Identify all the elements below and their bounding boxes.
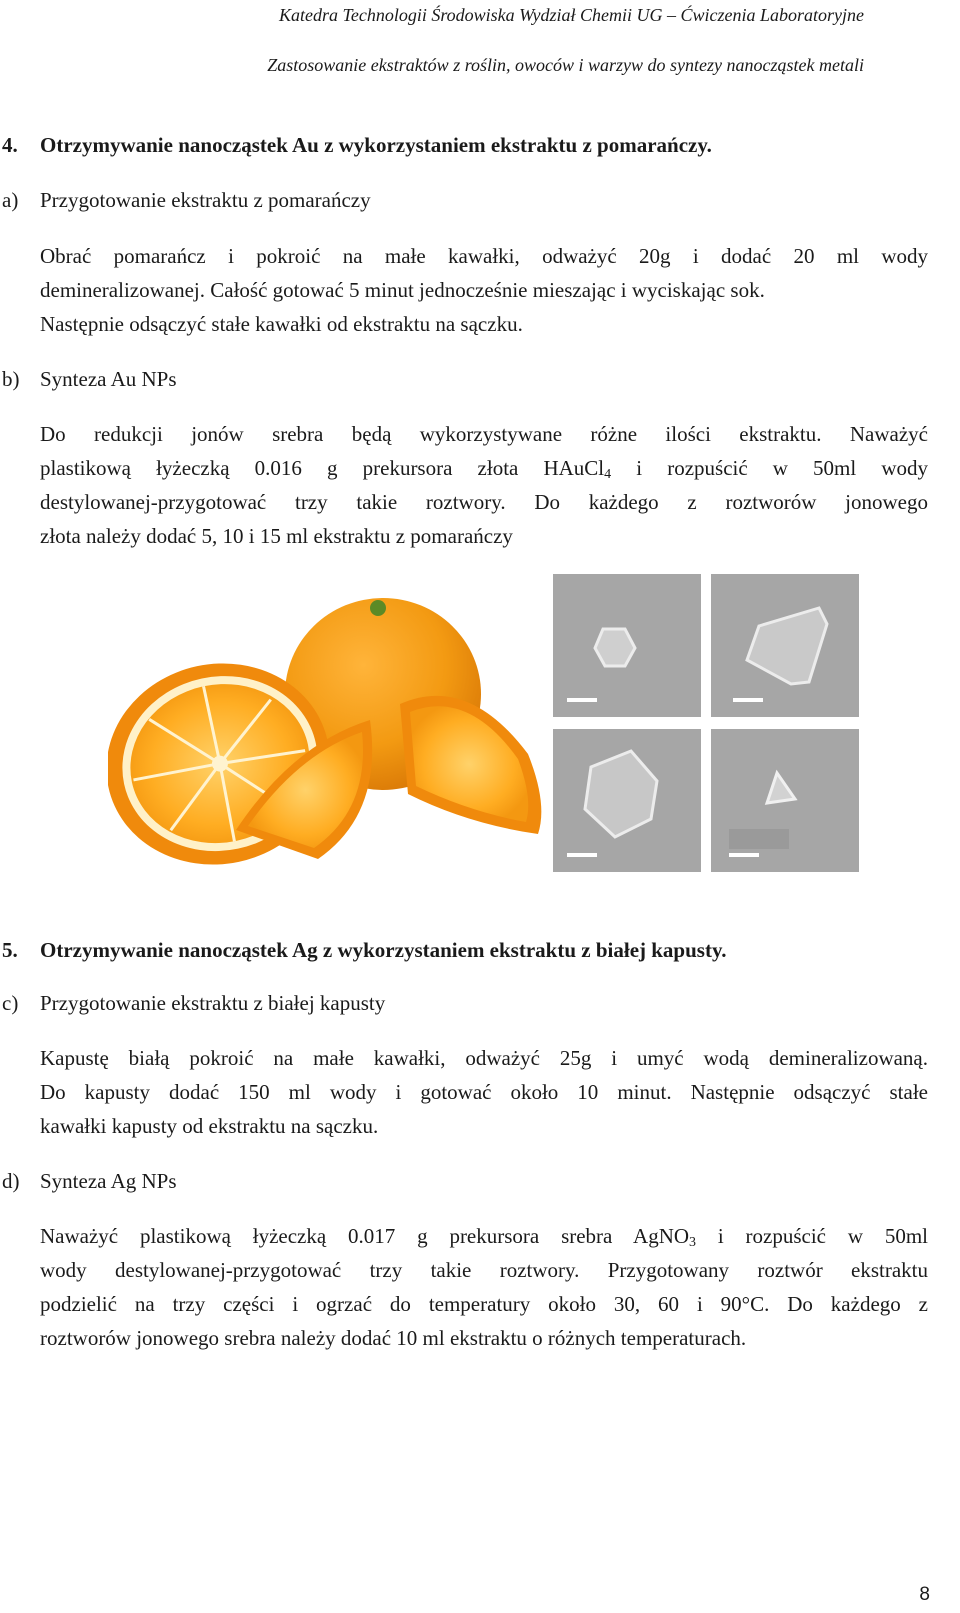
paragraph-b-line-3: destylowanej-przygotować trzy takie roztwory. Do każdego z roztworów jonowego	[40, 490, 928, 514]
paragraph-d-line-4: roztworów jonowego srebra należy dodać 10 ml ekstraktu o różnych temperaturach.	[40, 1326, 747, 1350]
subsection-a-title: Przygotowanie ekstraktu z pomarańczy	[40, 188, 371, 212]
paragraph-c-line-1: Kapustę białą pokroić na małe kawałki, odważyć 25g i umyć wodą demineralizowaną.	[40, 1046, 928, 1070]
section-5-title: Otrzymywanie nanocząstek Ag z wykorzystaniem ekstraktu z białej kapusty.	[40, 938, 727, 962]
paragraph-c-line-3: kawałki kapusty od ekstraktu na sączku.	[40, 1114, 379, 1138]
section-4-number: 4.	[2, 133, 18, 157]
subsection-c-label: c)	[2, 991, 19, 1015]
paragraph-a-line-1: Obrać pomarańcz i pokroić na małe kawałki, odważyć 20g i dodać 20 ml wody	[40, 244, 928, 268]
paragraph-d-line-3: podzielić na trzy części i ogrzać do temperatury około 30, 60 i 90°C. Do każdego z	[40, 1292, 928, 1316]
sem-panel-hexagon-large	[553, 729, 701, 872]
sem-nanoparticle-micrographs	[553, 574, 861, 872]
subsection-b-label: b)	[2, 367, 20, 391]
running-header-line-2: Zastosowanie ekstraktów z roślin, owoców i warzyw do syntezy nanocząstek metali	[267, 55, 864, 75]
subsection-d-title: Synteza Ag NPs	[40, 1169, 177, 1193]
formula-subscript-4: 4	[604, 467, 612, 482]
orange-wedge-2	[400, 696, 541, 834]
running-header-line-1: Katedra Technologii Środowiska Wydział Chemii UG – Ćwiczenia Laboratoryjne	[278, 5, 864, 25]
paragraph-b-line-2-text: plastikową łyżeczką 0.016 g prekursora złota HAuCl	[40, 456, 605, 480]
paragraph-d-line-1-text: Naważyć plastikową łyżeczką 0.017 g prekursora srebra AgNO	[40, 1224, 690, 1248]
sem-panel-triangle-small	[711, 729, 859, 872]
subsection-b-title: Synteza Au NPs	[40, 367, 177, 391]
paragraph-a-line-2: demineralizowanej. Całość gotować 5 minut jednocześnie mieszając i wyciskając sok.	[40, 278, 765, 302]
paragraph-a-line-3: Następnie odsączyć stałe kawałki od ekstraktu na sączku.	[40, 312, 523, 336]
sem-panel-triangle-large	[711, 574, 859, 717]
section-4-title: Otrzymywanie nanocząstek Au z wykorzystaniem ekstraktu z pomarańczy.	[40, 133, 712, 157]
subsection-a-label: a)	[2, 188, 19, 212]
orange-stem	[370, 600, 386, 616]
paragraph-b-line-1: Do redukcji jonów srebra będą wykorzystywane różne ilości ekstraktu. Naważyć	[40, 422, 928, 446]
sem-panel-hexagon-small	[553, 574, 701, 717]
paragraph-d-line-2: wody destylowanej-przygotować trzy takie roztwory. Przygotowany roztwór ekstraktu	[40, 1258, 928, 1282]
orange-fruit-photo	[108, 594, 554, 894]
section-5-number: 5.	[2, 938, 18, 962]
paragraph-b-line-2-rest: i rozpuścić w 50ml wody	[611, 456, 929, 480]
paragraph-c-line-2: Do kapusty dodać 150 ml wody i gotować około 10 minut. Następnie odsączyć stałe	[40, 1080, 928, 1104]
subsection-c-title: Przygotowanie ekstraktu z białej kapusty	[40, 991, 386, 1015]
paragraph-b-line-4: złota należy dodać 5, 10 i 15 ml ekstraktu z pomarańczy	[40, 524, 513, 548]
formula-subscript-3: 3	[689, 1235, 697, 1250]
paragraph-d-line-1-rest: i rozpuścić w 50ml	[696, 1224, 929, 1248]
page-number: 8	[919, 1584, 930, 1605]
paragraph-b-line-2	[40, 451, 928, 485]
paragraph-d-line-1	[40, 1219, 928, 1253]
subsection-d-label: d)	[2, 1169, 20, 1193]
